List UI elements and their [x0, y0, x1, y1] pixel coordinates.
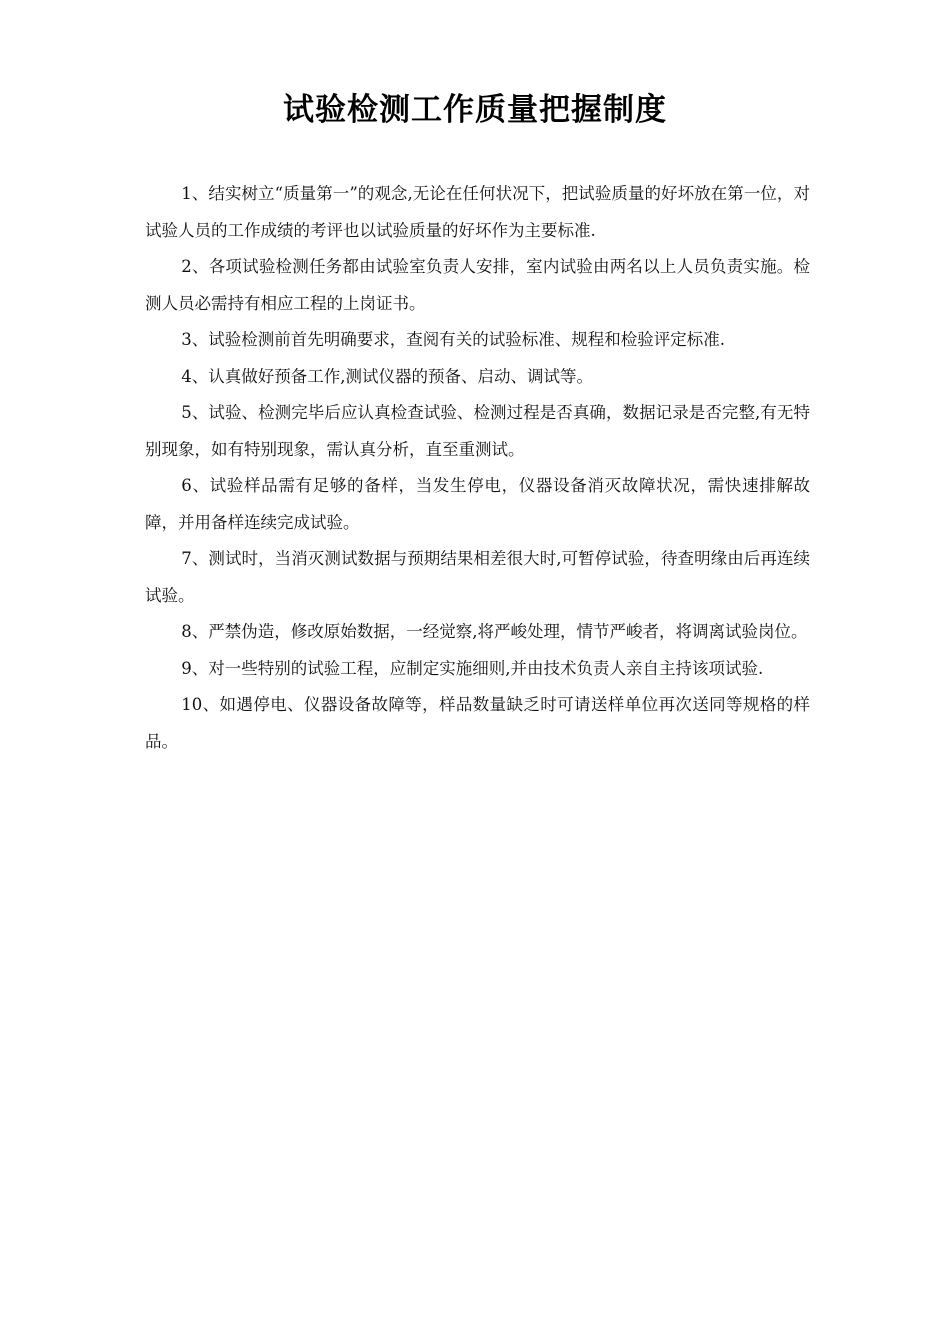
clause-6: 6、试验样品需有足够的备样，当发生停电，仪器设备消灭故障状况，需快速排解故障，并用备样连续完成试验。 [145, 476, 810, 532]
clause-10: 10、如遇停电、仪器设备故障等，样品数量缺乏时可请送样单位再次送同等规格的样品。 [145, 695, 810, 751]
clause-7: 7、测试时，当消灭测试数据与预期结果相差很大时,可暂停试验，待查明缘由后再连续试验。 [145, 549, 810, 605]
clause-9: 9、对一些特别的试验工程，应制定实施细则,并由技术负责人亲自主持该项试验. [181, 658, 764, 678]
clause-4: 4、认真做好预备工作,测试仪器的预备、启动、调试等。 [181, 366, 594, 386]
clause-2: 2、各项试验检测任务都由试验室负责人安排，室内试验由两名以上人员负责实施。检测人员必需持有相应工程的上岗证书。 [145, 257, 810, 313]
clause-1: 1、结实树立“质量第一”的观念,无论在任何状况下，把试验质量的好坏放在第一位，对试验人员的工作成绩的考评也以试验质量的好坏作为主要标准. [145, 184, 810, 240]
clause-5: 5、试验、检测完毕后应认真检查试验、检测过程是否真确，数据记录是否完整,有无特别现象，如有特别现象，需认真分析，直至重测试。 [145, 403, 810, 459]
clause-3: 3、试验检测前首先明确要求，查阅有关的试验标准、规程和检验评定标准. [181, 330, 726, 349]
clause-8: 8、严禁伪造，修改原始数据，一经觉察,将严峻处理，情节严峻者，将调离试验岗位。 [181, 622, 808, 641]
document-body [145, 176, 810, 760]
document-title: 试验检测工作质量把握制度 [283, 92, 667, 128]
